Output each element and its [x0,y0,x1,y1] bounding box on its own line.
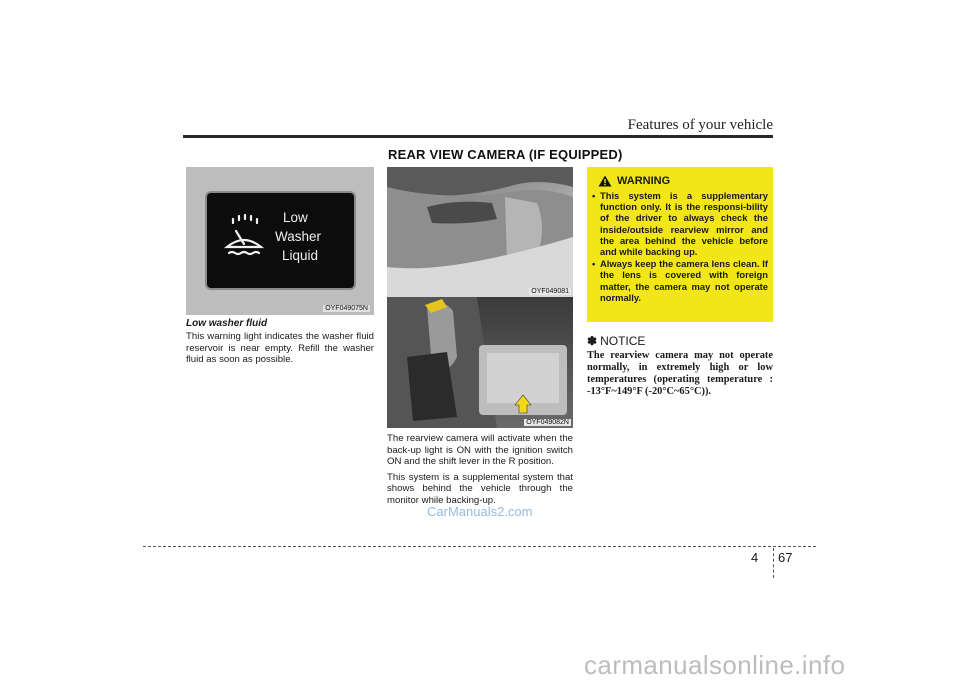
washer-caption: Low washer fluid [186,318,268,329]
camera-description [387,433,573,510]
washer-fluid-icon [221,211,267,257]
camera-paragraph-1: The rearview camera will activate when the back-up light is ON with the ignition switch ON and the shift lever in the R position. [387,433,573,467]
page-number-divider [773,548,774,578]
screen-line-3: Liquid [282,248,319,263]
warning-item [592,258,768,303]
car-rear-illustration [387,167,573,297]
figure-code: OYF049075N [325,305,368,312]
bullet: • [592,190,596,201]
watermark: carmanualsonline.info [584,650,846,680]
page-section-number: 4 [751,550,759,565]
washer-description: This warning light indicates the washer fluid reservoir is near empty. Refill the washer fluid as soon as possible. [186,331,374,365]
watermark-small: CarManuals2.com [427,504,533,519]
warning-triangle-icon [598,175,612,187]
shift-lever-illustration [387,297,573,428]
warning-box [587,167,773,322]
warning-item-text: This system is a supplementary function only. It is the responsi-bility of the driver to always check the inside/outside rearview mirror and the area behind the vehicle before and while backing up. [600,190,768,258]
camera-paragraph-2: This system is a supplemental system that shows behind the vehicle through the monitor while backing-up. [387,471,573,506]
rear-car-photo [387,167,573,297]
notice-mark: ✽ [587,334,598,348]
notice-heading [587,334,645,348]
warning-item [592,190,768,257]
figure-code: OYF049081 [531,288,569,295]
header-rule [183,135,773,138]
figure-code: OYF049082N [526,419,569,426]
warning-header [598,175,768,187]
warning-item-text: Always keep the camera lens clean. If the lens is covered with foreign matter, the camera may not operate normally. [600,258,768,303]
notice-body: The rearview camera may not operate normally, in extremely high or low temperatures (operating temperature : -13°F~149°F (-20°C~65°C)). [587,350,773,397]
warning-title: WARNING [617,175,671,187]
screen-line-1: Low [283,210,308,225]
header-title: Features of your vehicle [627,117,773,133]
section-title: REAR VIEW CAMERA (IF EQUIPPED) [388,147,623,162]
washer-warning-text [275,208,321,265]
washer-warning-display [205,191,356,290]
notice-title: NOTICE [600,334,646,348]
washer-warning-figure [186,167,374,315]
page-number: 67 [778,550,793,565]
screen-line-2: Washer [275,229,322,244]
footer-rule [143,546,816,547]
bullet: • [592,258,596,270]
shift-lever-monitor-photo [387,297,573,428]
